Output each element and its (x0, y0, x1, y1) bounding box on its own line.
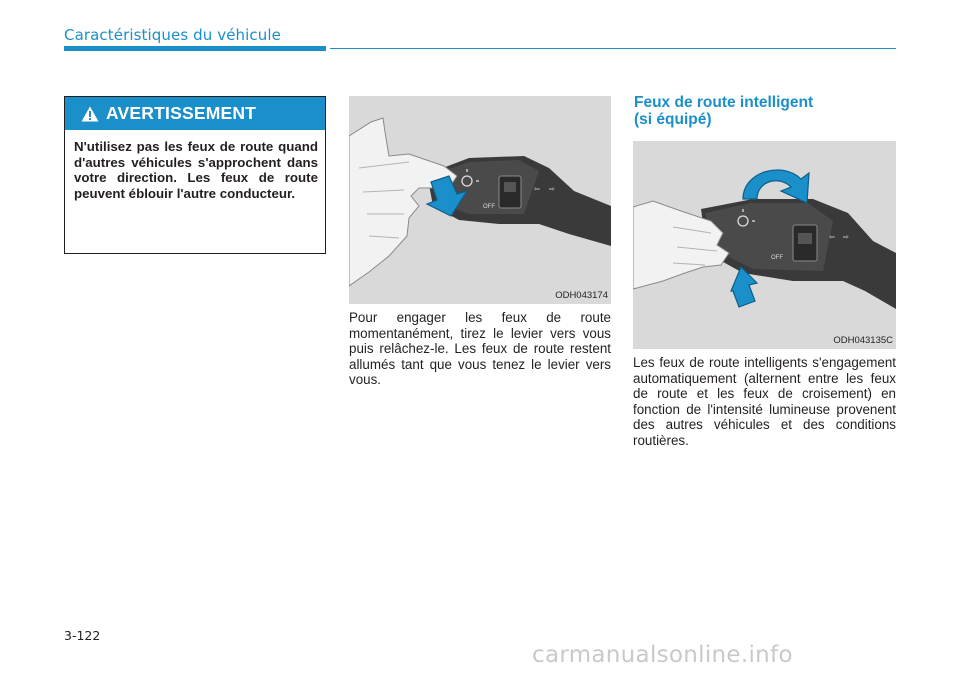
lever-rotate-illustration (633, 141, 896, 349)
svg-text:⇦: ⇦ (829, 234, 835, 241)
header-rule-thin (330, 48, 896, 49)
header-rule-thick (64, 46, 326, 51)
svg-text:OFF: OFF (483, 204, 495, 210)
svg-text:OFF: OFF (771, 255, 783, 261)
warning-header (65, 97, 325, 130)
section-title: Caractéristiques du véhicule (64, 26, 281, 44)
watermark: carmanualsonline.info (532, 642, 793, 668)
svg-text:⇨: ⇨ (549, 186, 555, 193)
warning-text: N'utilisez pas les feux de route quand d'autres véhicules s'approchent dans votre direction. Les feux de route peuvent éblouir l'autre conducteur. (74, 139, 318, 201)
paragraph-smart-high-beam: Les feux de route intelligents s'engagement automatiquement (alternent entre les feux de route et les feux de croisement) en fonction de l'intensité lumineuse provenent des autres véhicules et des conditions routières. (633, 355, 896, 448)
figure-flash-to-pass (349, 96, 611, 304)
section2-title-line1: Feux de route intelligent (634, 94, 814, 111)
warning-box (64, 96, 326, 254)
warning-triangle-icon (81, 106, 99, 122)
page-number: 3-122 (64, 628, 101, 643)
rotate-arrow-icon (743, 170, 809, 203)
paragraph-flash-to-pass: Pour engager les feux de route momentanément, tirez le levier vers vous puis relâchez-le. Les feux de route restent allumés tant que vous tenez le levier vers vous. (349, 310, 611, 388)
figure-smart-high-beam (633, 141, 896, 349)
warning-title: AVERTISSEMENT (106, 103, 257, 123)
svg-text:⇦: ⇦ (534, 186, 540, 193)
section2-title (634, 94, 896, 128)
section2-title-line2: (si équipé) (634, 111, 712, 128)
figure1-code: ODH043174 (555, 290, 608, 301)
lever-pull-illustration (349, 96, 611, 304)
svg-text:⇨: ⇨ (843, 234, 849, 241)
figure2-code: ODH043135C (833, 335, 893, 346)
